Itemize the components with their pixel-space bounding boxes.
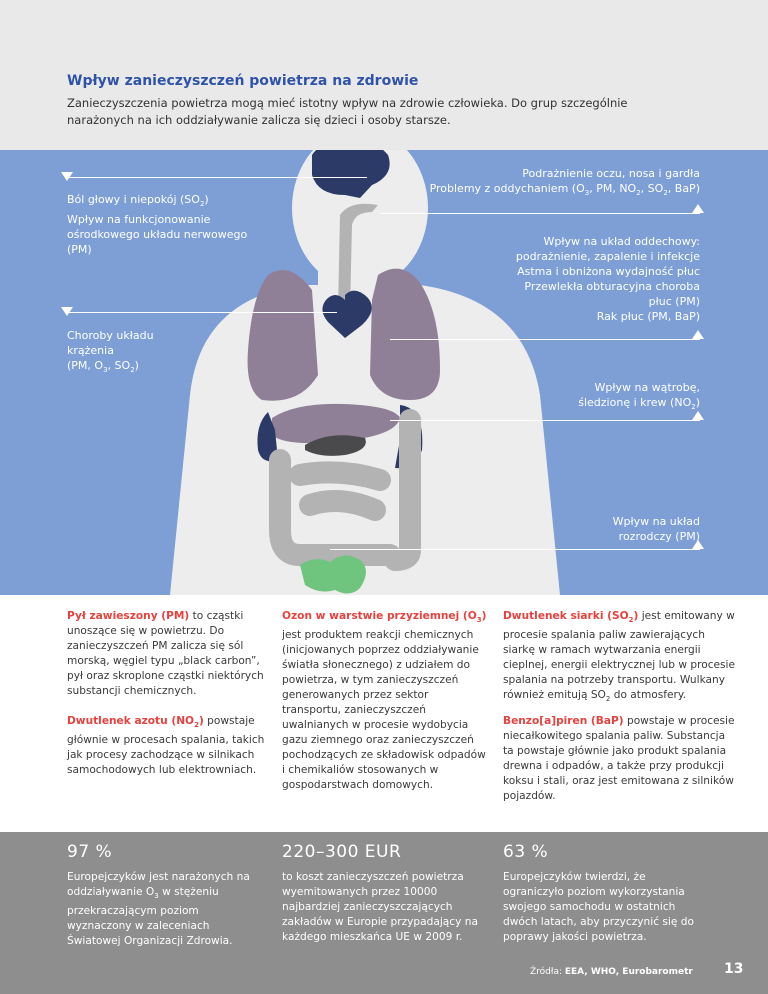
stat-description: Europejczyków jest narażonych na oddziaływanie $O_3$ w stężeniu przekraczającym poziom wyznaczony w zaleceniach Światowej Organizacji Zdrowia. <box>67 871 250 948</box>
o3-description: Ozon w warstwie przyziemnej $(O_3)$ jest produktem reakcji chemicznych (inicjowanych poprzez oddziaływanie światła słonecznego) z udziałem do powietrza, w tym zanieczyszczeń generowanych przez sektor transportu, zanieczyszczeń uwalnianych w procesie wydobycia gazu ziemnego oraz zanieczyszczeń pochodzących ze składowisk odpadów i chemikaliów stosowanych w gospodarstwach domowych. <box>282 610 487 792</box>
label-eyes-breathing: Podrażnienie oczu, nosa i gardła Problemy z oddychaniem ($O_3$, PM, $NO_2$, $SO_2$, BaP) <box>429 167 700 198</box>
so2-description: Dwutlenek siarki $(SO_2)$ jest emitowany w procesie spalania paliw zawierających siarkę w ramach wytwarzania energii cieplnej, energii elektrycznej lub w procesie spalania na potrzeby transportu. Wulkany również emitują $SO_2$ do atmosfery. <box>503 610 736 704</box>
reproductive-organ <box>300 555 366 593</box>
health-infographic <box>0 150 768 595</box>
label-liver-effects: Wpływ na wątrobę, śledzionę i krew $(NO_2)$ <box>578 381 700 412</box>
stat-description: to koszt zanieczyszczeń powietrza wyemitowanych przez 10000 najbardziej zanieczyszczających zakładów w Europie przypadający na każdego mieszkańca UE w 2009 r. <box>282 871 478 943</box>
label-circulatory-effects: Choroby układu krążenia (PM, $O_3$, $SO_2$) <box>67 329 154 375</box>
statistics-section <box>0 832 768 994</box>
arrow-down-icon <box>61 307 73 316</box>
arrow-down-icon <box>61 172 73 181</box>
page-title: Wpływ zanieczyszczeń powietrza na zdrowie <box>67 73 419 89</box>
arrow-up-icon <box>692 330 704 339</box>
label-reproductive-effects: Wpływ na układ rozrodczy (PM) <box>612 515 700 543</box>
arrow-up-icon <box>692 204 704 213</box>
pollutants-section <box>0 595 768 832</box>
connector-line <box>67 312 337 313</box>
connector-line <box>390 339 700 340</box>
page-header <box>0 0 768 150</box>
page-number: 13 <box>724 961 744 977</box>
left-lung-organ <box>248 270 318 401</box>
connector-line <box>330 549 700 550</box>
pm-description: Pył zawieszony (PM) to cząstki unoszące się w powietrzu. Do zanieczyszczeń PM zalicza się sól morską, węgiel typu „black carbon”, pył oraz skroplone cząstki niektórych substancji chemicznych. <box>67 610 264 697</box>
connector-line <box>380 213 700 214</box>
stat-description: Europejczyków twierdzi, że ograniczyło poziom wykorzystania swojego samochodu w ostatnich dwóch latach, aby przyczynić się do poprawy jakości powietrza. <box>503 871 694 943</box>
label-head-effects: Ból głowy i niepokój $(SO_2)$ Wpływ na funkcjonowanie ośrodkowego układu nerwowego (PM) <box>67 193 248 257</box>
connector-line <box>390 420 700 421</box>
sources-note: Źródła: EEA, WHO, Eurobarometr <box>530 967 693 977</box>
intro-text: Zanieczyszczenia powietrza mogą mieć istotny wpływ na zdrowie człowieka. Do grup szczególnie narażonych na ich oddziaływanie zalicza się dzieci i osoby starsze. <box>67 96 628 127</box>
bap-description: Benzo[a]piren (BaP) powstaje w procesie niecałkowitego spalania paliw. Substancja ta powstaje głównie jako produkt spalania drewna i odpadów, a także przy produkcji koksu i stali, oraz jest emitowana z silników pojazdów. <box>503 715 735 802</box>
stat-value: 220–300 EUR <box>282 842 402 862</box>
connector-line <box>67 177 367 178</box>
stat-value: 97 % <box>67 842 113 862</box>
label-respiratory-effects: Wpływ na układ oddechowy: podrażnienie, zapalenie i infekcje Astma i obniżona wydajność płuc Przewlekła obturacyjna choroba płuc (PM) Rak płuc (PM, BaP) <box>515 235 700 323</box>
stat-value: 63 % <box>503 842 549 862</box>
no2-description: Dwutlenek azotu $(NO_2)$ powstaje głównie w procesach spalania, takich jak procesy zachodzące w silnikach samochodowych lub elektrowniach. <box>67 715 265 777</box>
